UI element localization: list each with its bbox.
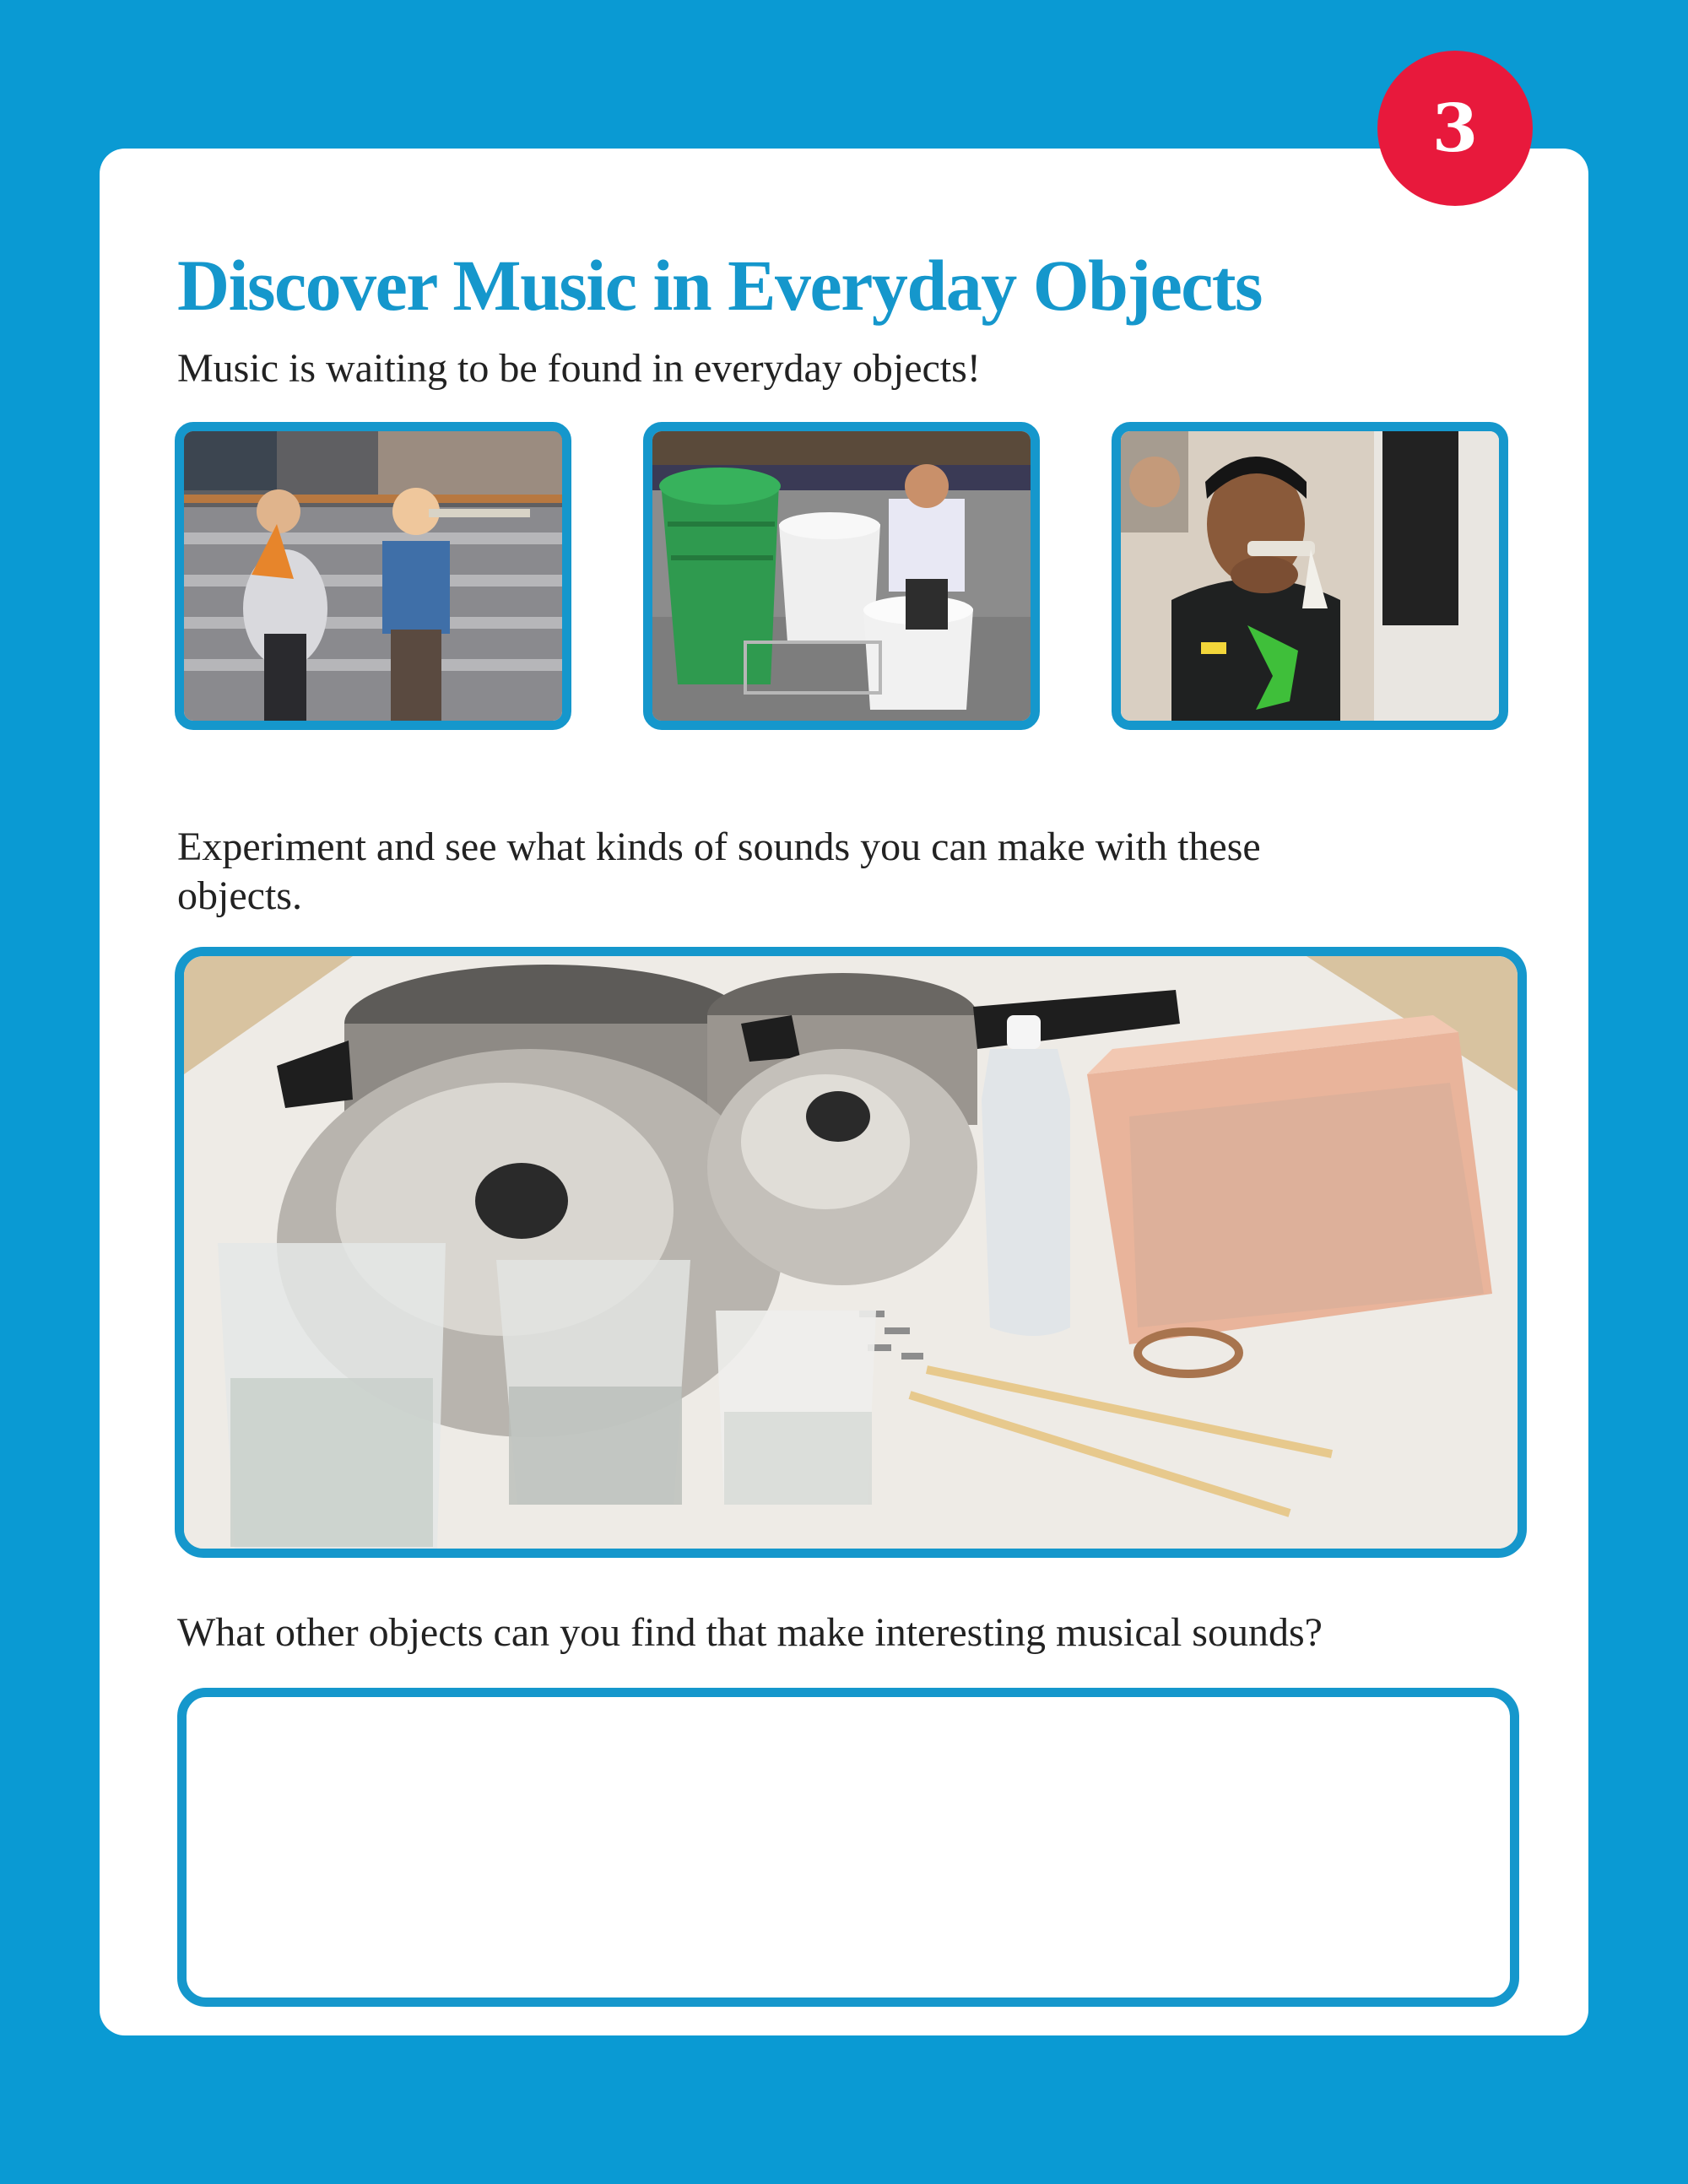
- photo-kids-horns: [175, 422, 571, 730]
- page-number-badge: [1377, 51, 1533, 206]
- intro-text: Music is waiting to be found in everyday objects!: [177, 346, 981, 391]
- photo-boy-whistle: [1112, 422, 1508, 730]
- answer-box[interactable]: [177, 1688, 1519, 2007]
- photo-household-objects: [175, 947, 1527, 1558]
- page-title: Discover Music in Everyday Objects: [177, 245, 1263, 326]
- instruction-text: Experiment and see what kinds of sounds you can make with these objects.: [177, 824, 1261, 918]
- photo-bucket-drummer: [643, 422, 1040, 730]
- question-text: What other objects can you find that make interesting musical sounds?: [177, 1610, 1323, 1655]
- page-number: 3: [1431, 89, 1479, 167]
